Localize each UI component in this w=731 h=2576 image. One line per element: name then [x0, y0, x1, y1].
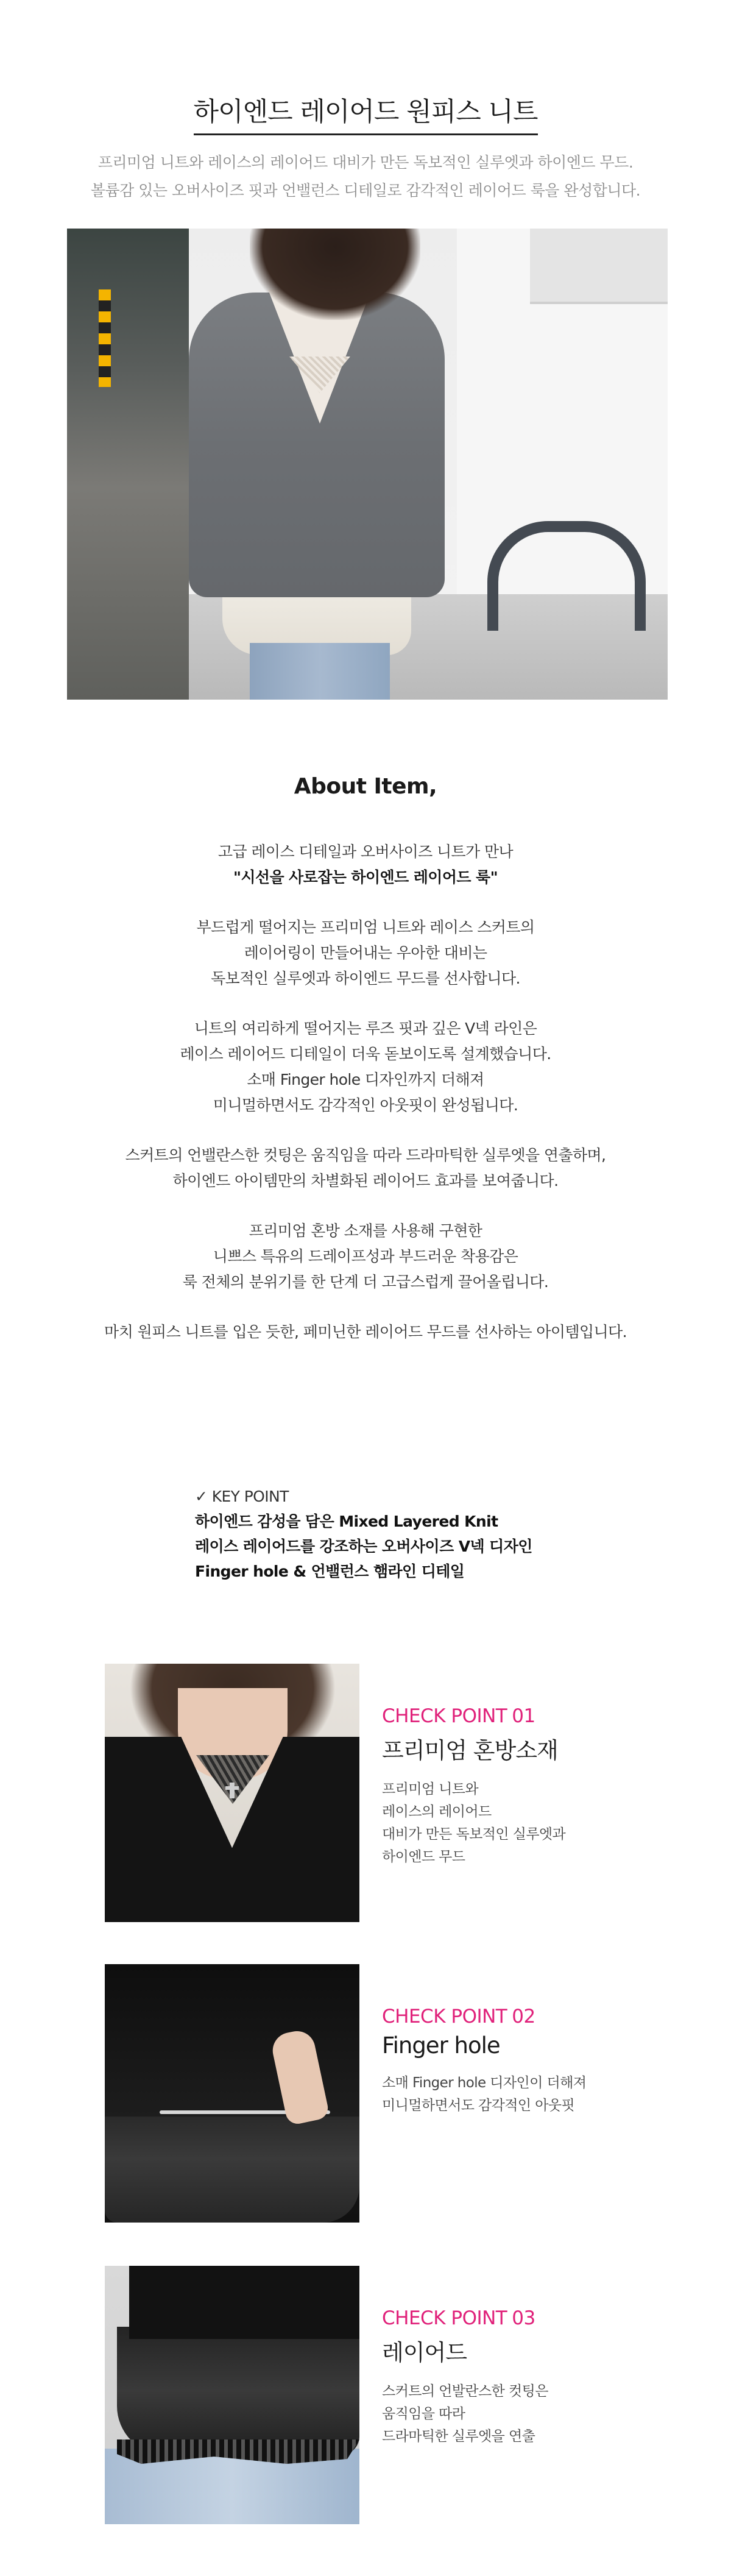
check-point-label: CHECK POINT 02 — [382, 2006, 535, 2028]
key-point-item: 하이엔드 감성을 담은 Mixed Layered Knit — [195, 1513, 498, 1530]
about-line: 룩 전체의 분위기를 한 단계 더 고급스럽게 끌어올립니다. — [182, 1273, 549, 1291]
check-point-number: 01 — [512, 1705, 535, 1727]
check-point-name: 레이어드 — [382, 2340, 467, 2366]
about-line: 마치 원피스 니트를 입은 듯한, 페미닌한 레이어드 무드를 선사하는 아이템입니다. — [104, 1323, 627, 1341]
about-line: 고급 레이스 디테일과 오버사이즈 니트가 만나 — [217, 843, 514, 860]
desc-line: 레이스의 레이어드 — [382, 1804, 492, 1820]
check-point-photo — [105, 1964, 359, 2223]
key-point-title: ✓ KEY POINT — [195, 1488, 289, 1505]
page-subtitle — [0, 149, 731, 205]
check-point-text — [382, 2006, 656, 2117]
desc-line: 스커트의 언발란스한 컷팅은 — [382, 2383, 548, 2399]
key-point-list — [195, 1484, 532, 1584]
about-line: 부드럽게 떨어지는 프리미엄 니트와 레이스 스커트의 — [196, 918, 535, 936]
check-point-desc — [382, 2072, 656, 2117]
product-header — [0, 91, 731, 205]
check-point-label: CHECK POINT 03 — [382, 2307, 535, 2329]
about-line: 미니멀하면서도 감각적인 아웃핏이 완성됩니다. — [213, 1096, 518, 1114]
about-line: 프리미엄 혼방 소재를 사용해 구현한 — [249, 1222, 482, 1240]
key-point-item: 레이스 레이어드를 강조하는 오버사이즈 V넥 디자인 — [195, 1538, 532, 1555]
about-line: 니트의 여리하게 떨어지는 루즈 핏과 깊은 V넥 라인은 — [194, 1020, 537, 1037]
about-paragraphs — [0, 839, 731, 1345]
check-point-photo — [105, 2266, 359, 2524]
subtitle-line: 볼륨감 있는 오버사이즈 핏과 언밸런스 디테일로 감각적인 레이어드 룩을 완성합니다. — [90, 182, 641, 199]
about-line: 소매 Finger hole 디자인까지 더해져 — [247, 1071, 484, 1088]
about-item-section — [0, 774, 731, 1369]
about-line: 하이엔드 아이템만의 차별화된 레이어드 효과를 보여줍니다. — [172, 1172, 559, 1190]
page-title: 하이엔드 레이어드 원피스 니트 — [194, 91, 538, 135]
about-paragraph — [0, 839, 731, 890]
check-point-desc — [382, 1778, 656, 1868]
key-point-item: Finger hole & 언밸런스 햄라인 디테일 — [195, 1563, 465, 1580]
desc-line: 소매 Finger hole 디자인이 더해져 — [382, 2075, 587, 2091]
desc-line: 프리미엄 니트와 — [382, 1781, 479, 1797]
about-line: 레이스 레이어드 디테일이 더욱 돋보이도록 설계했습니다. — [180, 1045, 551, 1063]
about-line: 니쁘스 특유의 드레이프성과 부드러운 착용감은 — [213, 1247, 518, 1265]
desc-line: 미니멀하면서도 감각적인 아웃핏 — [382, 2098, 575, 2113]
hero-product-photo — [67, 229, 668, 700]
about-paragraph — [0, 1319, 731, 1345]
check-point-photo — [105, 1664, 359, 1922]
about-line: 스커트의 언밸란스한 컷팅은 움직임을 따라 드라마틱한 실루엣을 연출하며, — [125, 1146, 606, 1164]
check-point-number: 02 — [512, 2006, 535, 2028]
check-point-03 — [105, 2266, 653, 2524]
check-point-name: 프리미엄 혼방소재 — [382, 1737, 558, 1764]
desc-line: 하이엔드 무드 — [382, 1849, 465, 1865]
about-paragraph — [0, 1218, 731, 1295]
desc-line: 움직임을 따라 — [382, 2406, 465, 2422]
subtitle-line: 프리미엄 니트와 레이스의 레이어드 대비가 만든 독보적인 실루엣과 하이엔드 무드. — [97, 154, 634, 171]
about-line: 독보적인 실루엣과 하이엔드 무드를 선사합니다. — [211, 970, 520, 987]
about-paragraph — [0, 1143, 731, 1194]
about-paragraph — [0, 915, 731, 992]
check-point-desc — [382, 2380, 656, 2448]
desc-line: 드라마틱한 실루엣을 연출 — [382, 2429, 535, 2444]
check-point-label: CHECK POINT 01 — [382, 1705, 535, 1727]
about-highlight: "시선을 사로잡는 하이엔드 레이어드 룩" — [233, 868, 498, 886]
about-heading: About Item, — [294, 774, 437, 799]
desc-line: 대비가 만든 독보적인 실루엣과 — [382, 1826, 566, 1842]
check-point-01 — [105, 1664, 653, 1922]
about-paragraph — [0, 1016, 731, 1118]
check-point-name: Finger hole — [382, 2032, 500, 2059]
check-point-number: 03 — [512, 2307, 535, 2329]
check-point-text — [382, 1705, 656, 1868]
check-point-text — [382, 2307, 656, 2448]
about-line: 레이어링이 만들어내는 우아한 대비는 — [244, 944, 487, 962]
check-point-02 — [105, 1964, 653, 2223]
